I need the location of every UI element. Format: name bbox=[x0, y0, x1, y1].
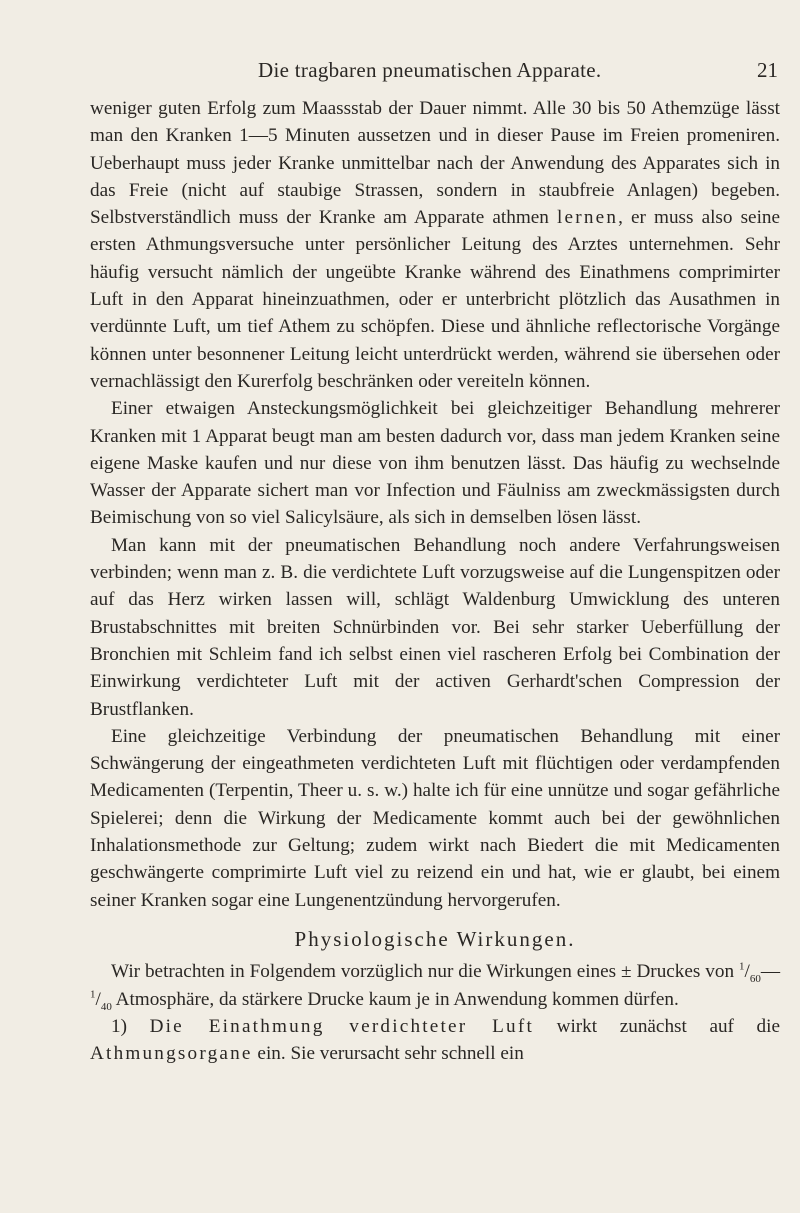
paragraph-4: Eine gleichzeitige Verbindung der pneumatischen Behandlung mit einer Schwängerung der eingeathmeten verdichteten Luft mit flüchtigen oder verdampfenden Medicamenten (Terpentin, Theer u. s. w.) halte ich für eine unnütze und sogar gefährliche Spielerei; denn die Wirkung der Medicamente kommt auch bei der gewöhnlichen Inhalationsmethode zur Geltung; zudem wirkt nach Biedert die mit Medicamenten geschwängerte comprimirte Luft viel zu reizend ein und hat, wie er glaubt, bei einem seiner Kranken sogar eine Lungenentzündung hervorgerufen. bbox=[90, 725, 780, 911]
paragraph-5: Wir betrachten in Folgendem vorzüglich nur die Wirkungen eines ± Druckes von $^1/_{60}—^1/_{40}$ Atmosphäre, da stärkere Drucke kaum je in Anwendung kommen dürfen. bbox=[90, 960, 780, 1013]
paragraph-1-text-a: weniger guten Erfolg zum Maassstab der Dauer nimmt. Alle 30 bis 50 Athemzüge lässt man den Kranken 1—5 Minuten aussetzen und in dieser Pause im Freien promeniren. Ueberhaupt muss jeder Kranke unmittelbar nach der Anwendung des Apparates sich in das Freie (nicht auf staubige Strassen, sondern in staubfreie Anlagen) begeben. Selbstverständlich muss der Kranke am Apparate athmen bbox=[90, 98, 780, 229]
paragraph-5-text-b: Atmosphäre, da stärkere Drucke kaum je in Anwendung kommen dürfen. bbox=[111, 988, 679, 1010]
paragraph-1 bbox=[90, 95, 780, 395]
emphasis-athmungsorgane: Athmungsorgane bbox=[90, 1043, 253, 1065]
paragraph-6-number: 1) bbox=[111, 1015, 150, 1037]
paragraph-6-text-c: ein. Sie verursacht sehr schnell ein bbox=[252, 1043, 524, 1065]
fraction-dash: — bbox=[760, 961, 780, 983]
paragraph-5-text-a: Wir betrachten in Folgendem vorzüglich nur die Wirkungen eines ± Druckes von bbox=[111, 961, 739, 983]
paragraph-3: Man kann mit der pneumatischen Behandlung noch andere Verfahrungsweisen verbinden; wenn man z. B. die verdichtete Luft vorzugsweise auf die Lungenspitzen oder auf das Herz wirken lassen will, schlägt Waldenburg Umwicklung des unteren Brustabschnittes mit breiten Schnürbinden vor. Bei sehr starker Ueberfüllung der Bronchien mit Schleim fand ich selbst einen viel rascheren Erfolg bei Combination der Einwirkung verdichteter Luft mit der activen Gerhardt'schen Compression der Brustflanken. bbox=[90, 534, 780, 720]
paragraph-2: Einer etwaigen Ansteckungsmöglichkeit bei gleichzeitiger Behandlung mehrerer Kranken mit 1 Apparat beugt man am besten dadurch vor, dass man jedem Kranken seine eigene Maske kaufen und nur diese von ihm benutzen lässt. Das häufig zu wechselnde Wasser der Apparate sichert man vor Infection und Fäulniss am zweckmässigsten durch Beimischung von so viel Salicylsäure, als sich in demselben lösen lässt. bbox=[90, 398, 780, 529]
page-body bbox=[90, 95, 780, 1067]
fraction-1-denominator: 60 bbox=[749, 973, 761, 986]
fraction-1-numerator: 1 bbox=[738, 960, 745, 973]
paragraph-1-text-b: , er muss also seine ersten Athmungsversuche unter persönlicher Leitung des Arztes unternehmen. Sehr häufig versucht nämlich der ungeübte Kranke während des Einathmens comprimirter Luft in den Apparat hineinzuathmen, oder er unterbricht plötzlich das Ausathmen in verdünnte Luft, um tief Athem zu schöpfen. Diese und ähnliche reflectorische Vorgänge können unter besonnener Leitung leicht unterdrückt werden, während sie übersehen oder vernachlässigt den Kurerfolg beschränken oder vereiteln können. bbox=[90, 207, 781, 392]
fraction-2-numerator: 1 bbox=[90, 988, 96, 1001]
running-title: Die tragbaren pneumatischen Apparate. bbox=[258, 58, 602, 82]
paragraph-6-text-b: wirkt zunächst auf die bbox=[533, 1015, 780, 1037]
paragraph-6 bbox=[90, 1013, 780, 1068]
section-heading: Physiologische Wirkungen. bbox=[294, 926, 576, 951]
emphasis-einathmung: Die Einathmung verdichteter Luft bbox=[149, 1015, 534, 1037]
page-header bbox=[88, 58, 778, 88]
fraction-2-denominator: 40 bbox=[100, 1000, 112, 1013]
page-number: 21 bbox=[757, 58, 778, 82]
emphasis-lernen: lernen bbox=[556, 207, 619, 229]
